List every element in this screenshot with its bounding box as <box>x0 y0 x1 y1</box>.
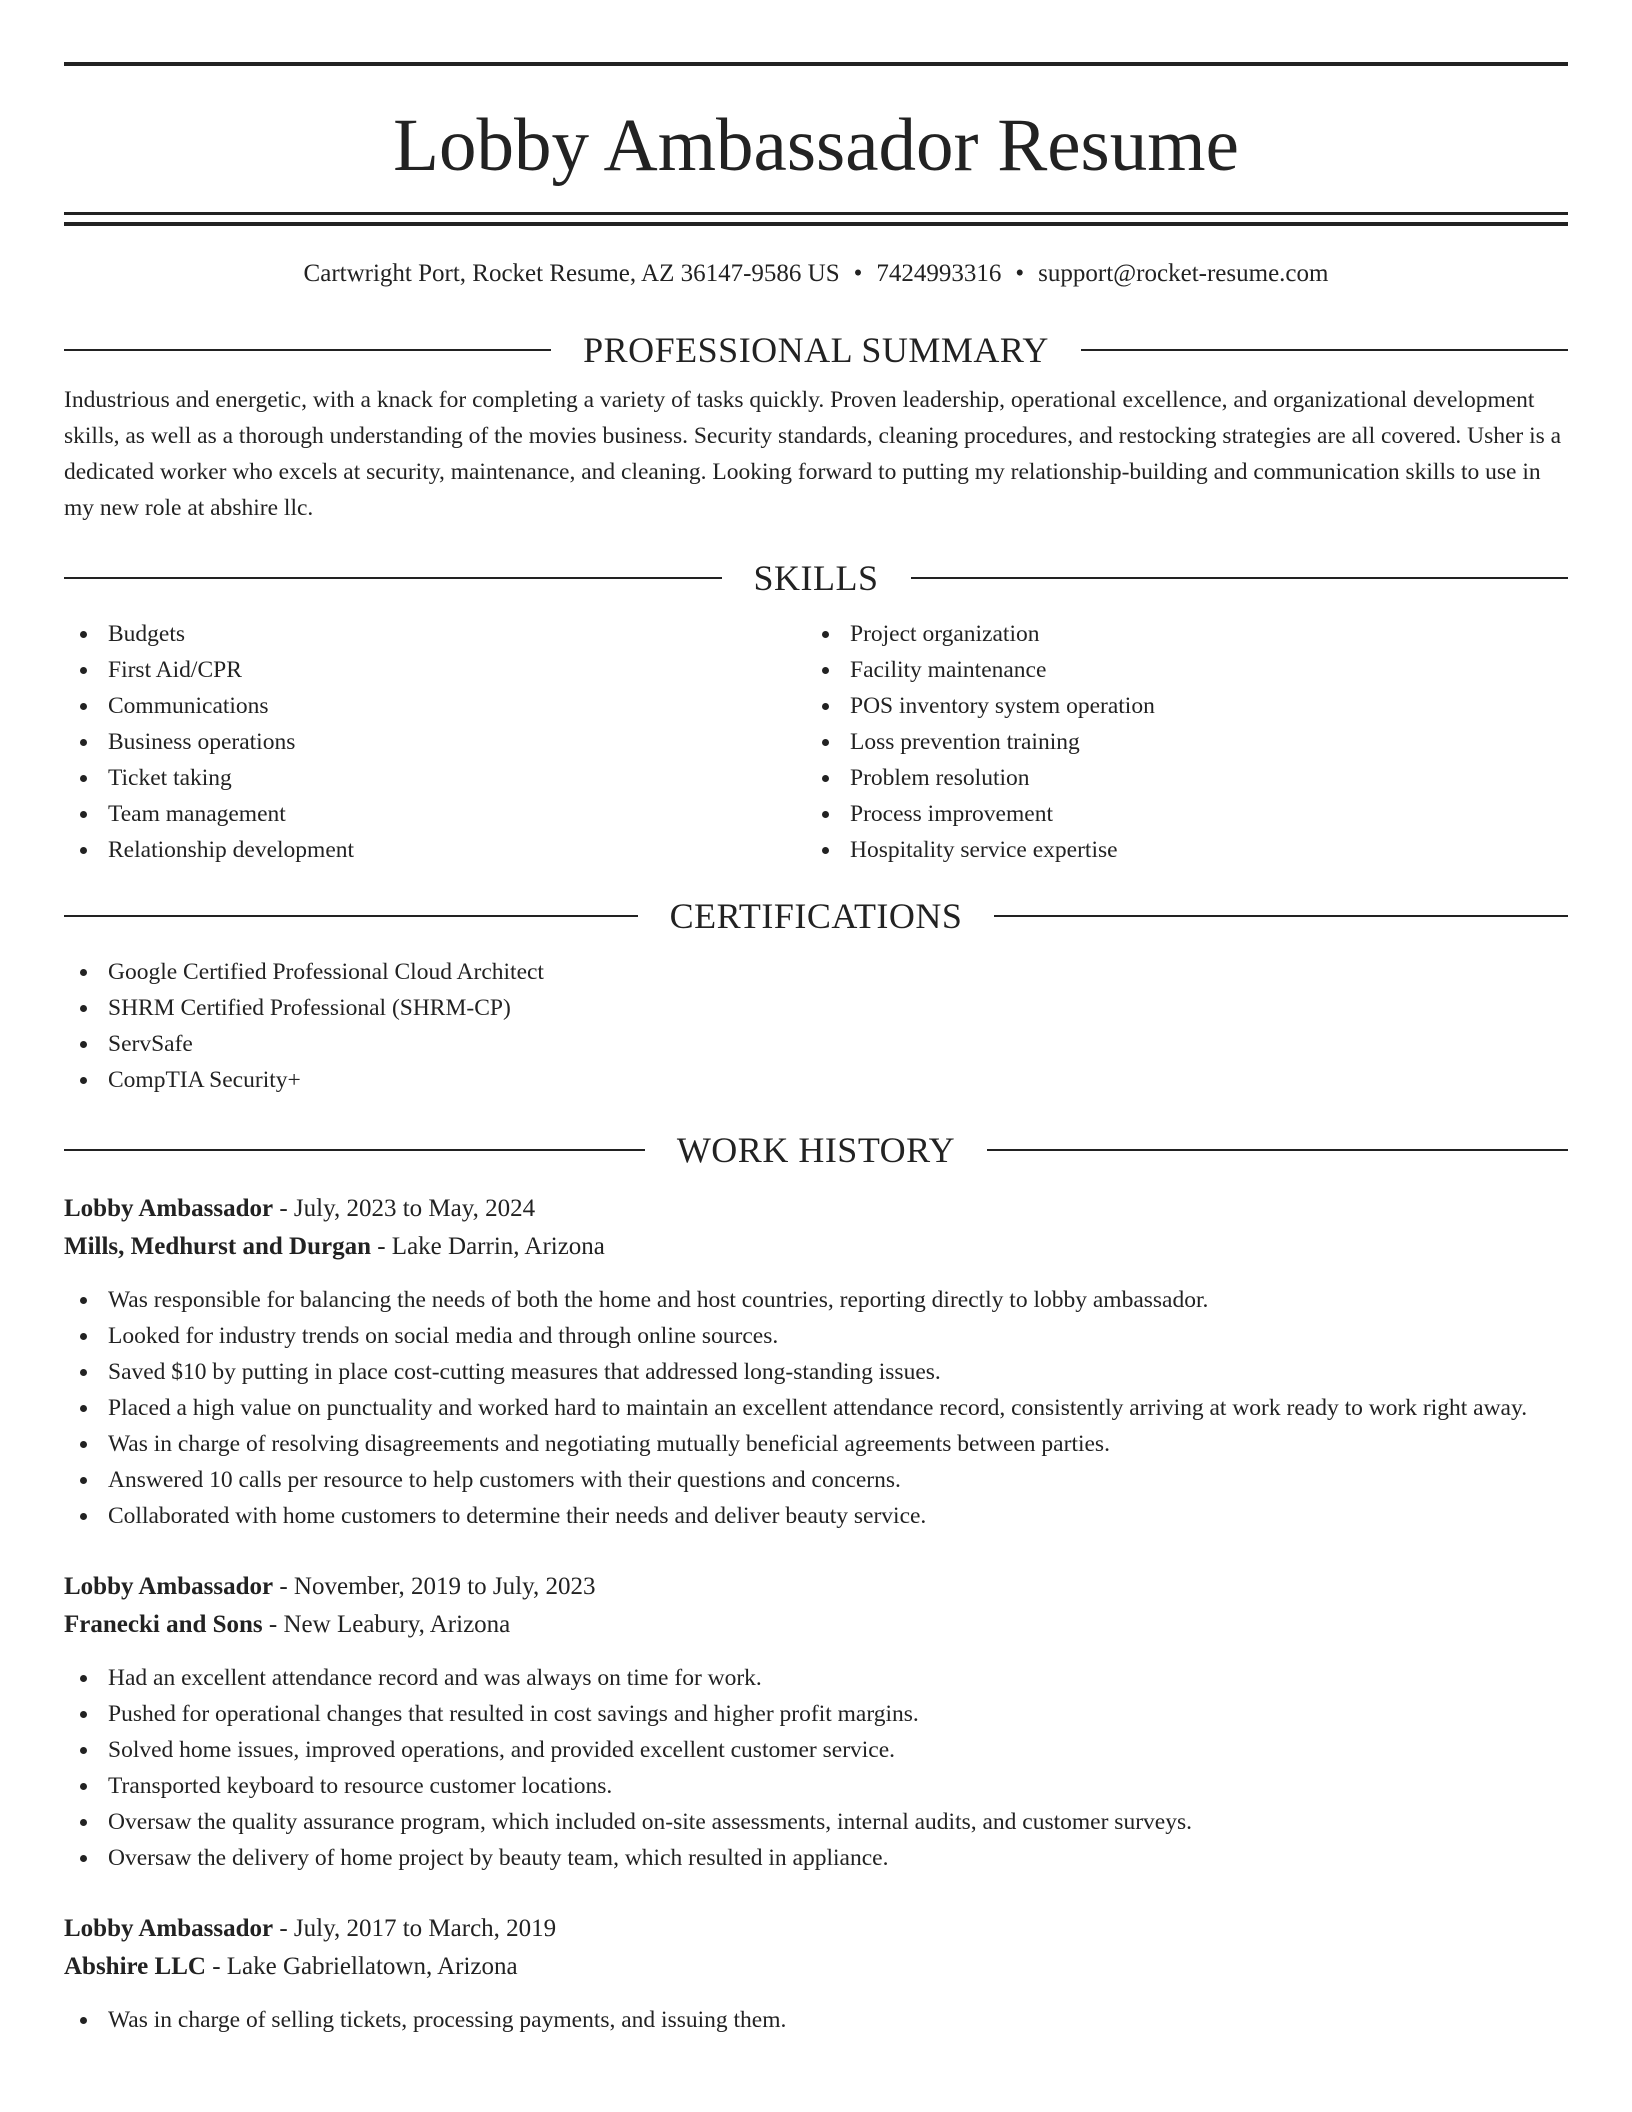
job-title: Lobby Ambassador <box>64 1573 274 1600</box>
job-bullet: Solved home issues, improved operations, and provided excellent customer service. <box>64 1732 1568 1768</box>
skill-item: Business operations <box>64 724 806 760</box>
work-history-section-header <box>64 1130 1568 1170</box>
skill-item: POS inventory system operation <box>806 688 1548 724</box>
job-bullet: Looked for industry trends on social media and through online sources. <box>64 1318 1568 1354</box>
skill-item: Loss prevention training <box>806 724 1548 760</box>
summary-section-header <box>64 330 1568 370</box>
job-title-line <box>64 1568 1568 1606</box>
skills-section-header <box>64 558 1568 598</box>
skill-item: Budgets <box>64 616 806 652</box>
job-bullets <box>64 2002 1568 2038</box>
certifications-section-header <box>64 896 1568 936</box>
job-title: Lobby Ambassador <box>64 1195 274 1222</box>
job-location: - New Leabury, Arizona <box>262 1611 511 1638</box>
contact-separator: • <box>853 260 863 287</box>
job-entry <box>64 1190 1568 1534</box>
certifications-list <box>64 954 1568 1098</box>
skill-item: Team management <box>64 796 806 832</box>
job-company-line <box>64 1228 1568 1266</box>
divider-line <box>64 1149 645 1151</box>
job-bullet: Placed a high value on punctuality and worked hard to maintain an excellent attendance record, consistently arriving at work ready to work right away. <box>64 1390 1568 1426</box>
job-bullets <box>64 1660 1568 1876</box>
job-bullet: Oversaw the delivery of home project by beauty team, which resulted in appliance. <box>64 1840 1568 1876</box>
divider-line <box>911 577 1569 579</box>
job-title-line <box>64 1190 1568 1228</box>
job-company: Franecki and Sons <box>64 1611 263 1638</box>
job-bullet: Pushed for operational changes that resulted in cost savings and higher profit margins. <box>64 1696 1568 1732</box>
job-bullet: Transported keyboard to resource customer locations. <box>64 1768 1568 1804</box>
job-bullet: Was in charge of selling tickets, processing payments, and issuing them. <box>64 2002 1568 2038</box>
certification-item: ServSafe <box>64 1026 1568 1062</box>
job-dates: - July, 2017 to March, 2019 <box>273 1915 557 1942</box>
skill-item: Facility maintenance <box>806 652 1548 688</box>
job-bullet: Had an excellent attendance record and was always on time for work. <box>64 1660 1568 1696</box>
job-dates: - November, 2019 to July, 2023 <box>273 1573 596 1600</box>
job-bullet: Oversaw the quality assurance program, which included on-site assessments, internal audits, and customer surveys. <box>64 1804 1568 1840</box>
divider-line <box>994 915 1568 917</box>
resume-page <box>64 62 1568 2038</box>
skills-heading: SKILLS <box>753 558 879 598</box>
skill-item: Problem resolution <box>806 760 1548 796</box>
job-bullet: Was responsible for balancing the needs of both the home and host countries, reporting directly to lobby ambassador. <box>64 1282 1568 1318</box>
skills-list-right <box>806 616 1548 868</box>
top-rule <box>64 62 1568 66</box>
skills-list-left <box>64 616 806 868</box>
divider-line <box>64 915 638 917</box>
skill-item: Relationship development <box>64 832 806 868</box>
skill-item: Project organization <box>806 616 1548 652</box>
job-title: Lobby Ambassador <box>64 1915 274 1942</box>
divider-line <box>64 577 722 579</box>
job-dates: - July, 2023 to May, 2024 <box>273 1195 536 1222</box>
divider-line <box>64 349 551 351</box>
job-company-line <box>64 1606 1568 1644</box>
job-bullets <box>64 1282 1568 1534</box>
job-title-line <box>64 1910 1568 1948</box>
job-bullet: Saved $10 by putting in place cost-cutting measures that addressed long-standing issues. <box>64 1354 1568 1390</box>
contact-email[interactable]: support@rocket-resume.com <box>1038 260 1329 287</box>
skill-item: Ticket taking <box>64 760 806 796</box>
job-entry <box>64 1568 1568 1876</box>
certification-item: CompTIA Security+ <box>64 1062 1568 1098</box>
skill-item: Process improvement <box>806 796 1548 832</box>
divider-line <box>987 1149 1568 1151</box>
contact-phone: 7424993316 <box>876 260 1002 287</box>
job-entry <box>64 1910 1568 2038</box>
summary-text: Industrious and energetic, with a knack for completing a variety of tasks quickly. Proven leadership, operational excellence, and organizational development skills, as well as a thorough understanding of the movies business. Security standards, cleaning procedures, and restocking strategies are all covered. Usher is a dedicated worker who excels at security, maintenance, and cleaning. Looking forward to putting my relationship-building and communication skills to use in my new role at abshire llc. <box>64 387 1562 521</box>
contact-separator: • <box>1015 260 1025 287</box>
job-bullet: Collaborated with home customers to determine their needs and deliver beauty service. <box>64 1498 1568 1534</box>
work-history-heading: WORK HISTORY <box>676 1130 956 1170</box>
summary-heading: PROFESSIONAL SUMMARY <box>583 330 1049 370</box>
skill-item: Communications <box>64 688 806 724</box>
contact-line <box>64 258 1568 290</box>
resume-title: Lobby Ambassador Resume <box>393 104 1239 187</box>
skills-columns <box>64 616 1568 868</box>
contact-address: Cartwright Port, Rocket Resume, AZ 36147-9586 US <box>303 260 840 287</box>
skill-item: Hospitality service expertise <box>806 832 1548 868</box>
divider-line <box>1081 349 1568 351</box>
certifications-heading: CERTIFICATIONS <box>669 896 963 936</box>
job-bullet: Was in charge of resolving disagreements and negotiating mutually beneficial agreements between parties. <box>64 1426 1568 1462</box>
title-double-rule <box>64 212 1568 226</box>
skill-item: First Aid/CPR <box>64 652 806 688</box>
certification-item: SHRM Certified Professional (SHRM-CP) <box>64 990 1568 1026</box>
job-company: Mills, Medhurst and Durgan <box>64 1233 371 1260</box>
job-location: - Lake Darrin, Arizona <box>370 1233 605 1260</box>
job-company-line <box>64 1948 1568 1986</box>
certification-item: Google Certified Professional Cloud Architect <box>64 954 1568 990</box>
job-bullet: Answered 10 calls per resource to help customers with their questions and concerns. <box>64 1462 1568 1498</box>
job-location: - Lake Gabriellatown, Arizona <box>205 1953 518 1980</box>
job-company: Abshire LLC <box>64 1953 206 1980</box>
